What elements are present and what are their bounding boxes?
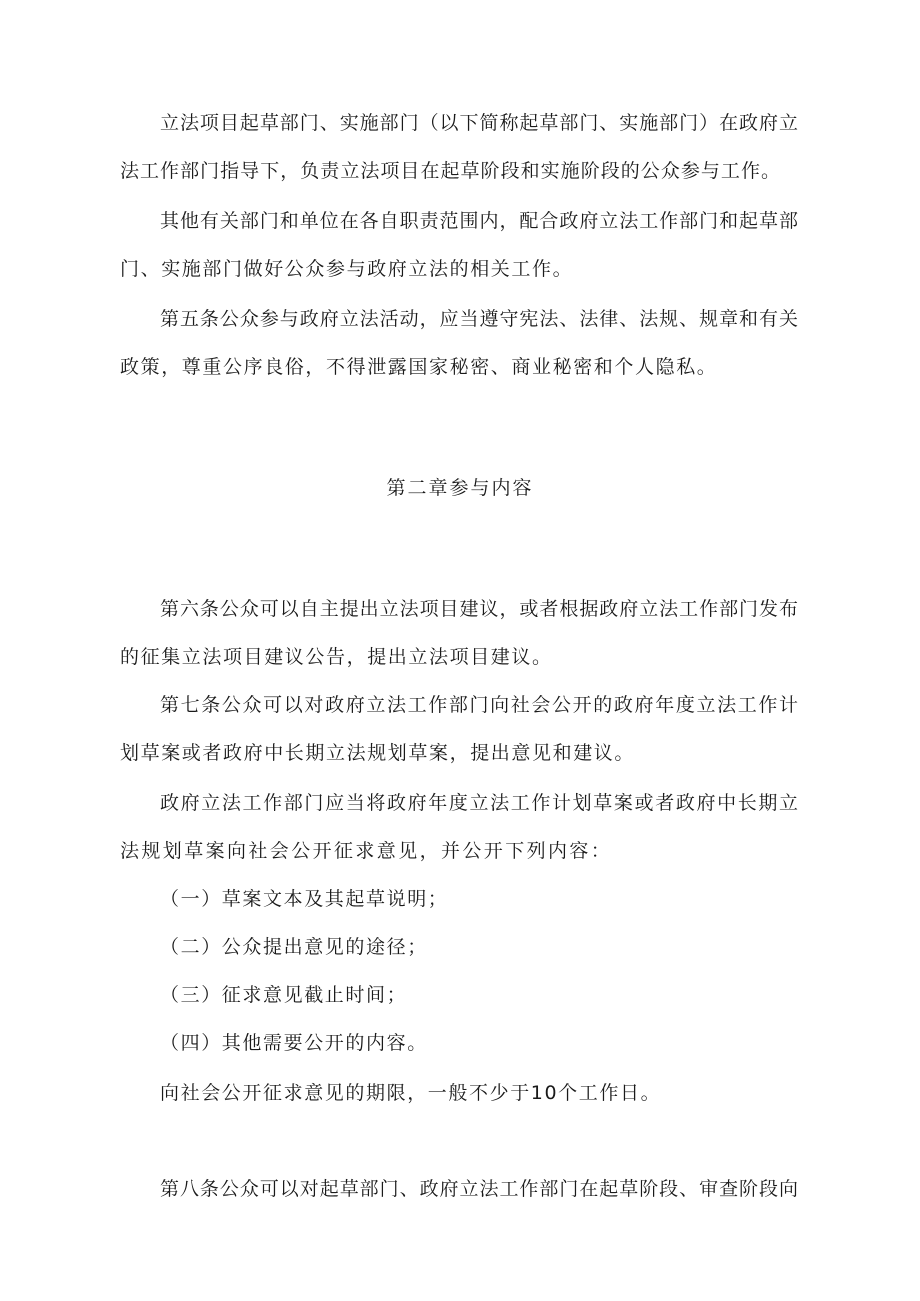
paragraph-line: 第七条公众可以对政府立法工作部门向社会公开的政府年度立法工作计: [160, 694, 798, 716]
paragraph-line: 政府立法工作部门应当将政府年度立法工作计划草案或者政府中长期立: [160, 792, 798, 814]
paragraph-line: 第八条公众可以对起草部门、政府立法工作部门在起草阶段、审查阶段向: [160, 1178, 798, 1200]
paragraph-line: 第六条公众可以自主提出立法项目建议，或者根据政府立法工作部门发布: [160, 598, 798, 620]
paragraph-line: 向社会公开征求意见的期限，一般不少于10个工作日。: [160, 1082, 662, 1104]
paragraph-line: 的征集立法项目建议公告，提出立法项目建议。: [120, 646, 553, 668]
paragraph-line: 门、实施部门做好公众参与政府立法的相关工作。: [120, 258, 574, 280]
list-item: （四）其他需要公开的内容。: [160, 1032, 428, 1054]
list-item: （二）公众提出意见的途径；: [160, 936, 428, 958]
paragraph-line: 政策，尊重公序良俗，不得泄露国家秘密、商业秘密和个人隐私。: [120, 356, 718, 378]
paragraph-line: 其他有关部门和单位在各自职责范围内，配合政府立法工作部门和起草部: [160, 210, 798, 232]
paragraph-line: 法工作部门指导下，负责立法项目在起草阶段和实施阶段的公众参与工作。: [120, 160, 780, 182]
list-item: （一）草案文本及其起草说明；: [160, 888, 449, 910]
list-item: （三）征求意见截止时间；: [160, 984, 408, 1006]
paragraph-line: 划草案或者政府中长期立法规划草案，提出意见和建议。: [120, 742, 636, 764]
paragraph-line: 第五条公众参与政府立法活动，应当遵守宪法、法律、法规、规章和有关: [160, 308, 798, 330]
chapter-heading: 第二章参与内容: [386, 477, 534, 499]
paragraph-line: 立法项目起草部门、实施部门（以下简称起草部门、实施部门）在政府立: [160, 112, 798, 134]
paragraph-line: 法规划草案向社会公开征求意见，并公开下列内容：: [120, 840, 613, 862]
